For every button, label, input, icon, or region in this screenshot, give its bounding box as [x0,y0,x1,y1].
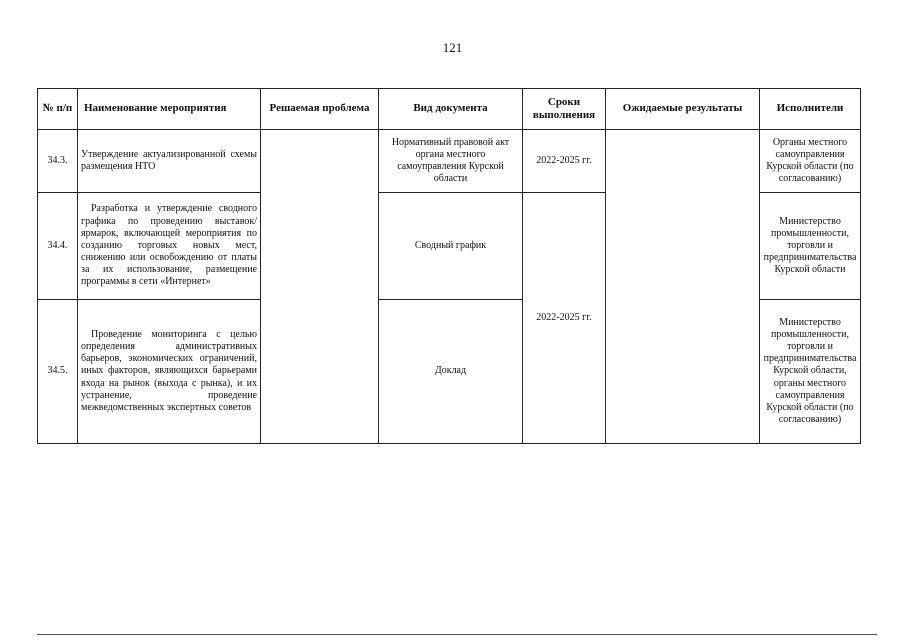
doc-type: Нормативный правовой акт органа местного самоуправления Курской области [379,130,523,193]
executors-cell: Министерство промышленности, торговли и предпринимательства Курской области [760,193,861,300]
terms-cell: 2022-2025 гг. [523,193,606,444]
problem-cell [261,130,379,444]
results-cell [606,130,760,444]
row-number: 34.5. [38,300,78,444]
header-terms: Сроки выполнения [523,89,606,130]
doc-type: Сводный график [379,193,523,300]
row-number: 34.4. [38,193,78,300]
executors-cell: Органы местного самоуправления Курской области (по согласованию) [760,130,861,193]
measure-name-text: Проведение мониторинга с целью определения административных барьеров, экономических ограничений, иных факторов, являющихся барьерами входа на рынок (выхода с рынка), и их устранение, проведение межведомственных экспертных советов [81,328,257,413]
header-num: № п/п [38,89,78,130]
measures-table [37,88,861,444]
measure-name-text: Утверждение актуализированной схемы размещения НТО [81,148,257,172]
header-problem: Решаемая проблема [261,89,379,130]
table-row [38,130,861,193]
measure-name [78,300,261,444]
measure-name-text: Разработка и утверждение сводного графика по проведению выставок/ярмарок, включающей мероприятия по созданию торговых новых мест, снижению или освобождению от платы за их использование, размещение программы в сети «Интернет» [81,203,257,288]
executors-cell: Министерство промышленности, торговли и предпринимательства Курской области, органы местного самоуправления Курской области (по согласованию) [760,300,861,444]
terms-cell: 2022-2025 гг. [523,130,606,193]
measure-name [78,130,261,193]
measure-name [78,193,261,300]
header-doc-type: Вид документа [379,89,523,130]
bottom-divider [37,634,877,635]
header-results: Ожидаемые результаты [606,89,760,130]
table-header-row [38,89,861,130]
doc-type: Доклад [379,300,523,444]
header-name: Наименование мероприятия [78,89,261,130]
header-executors: Исполнители [760,89,861,130]
row-number: 34.3. [38,130,78,193]
page-number: 121 [442,40,463,55]
